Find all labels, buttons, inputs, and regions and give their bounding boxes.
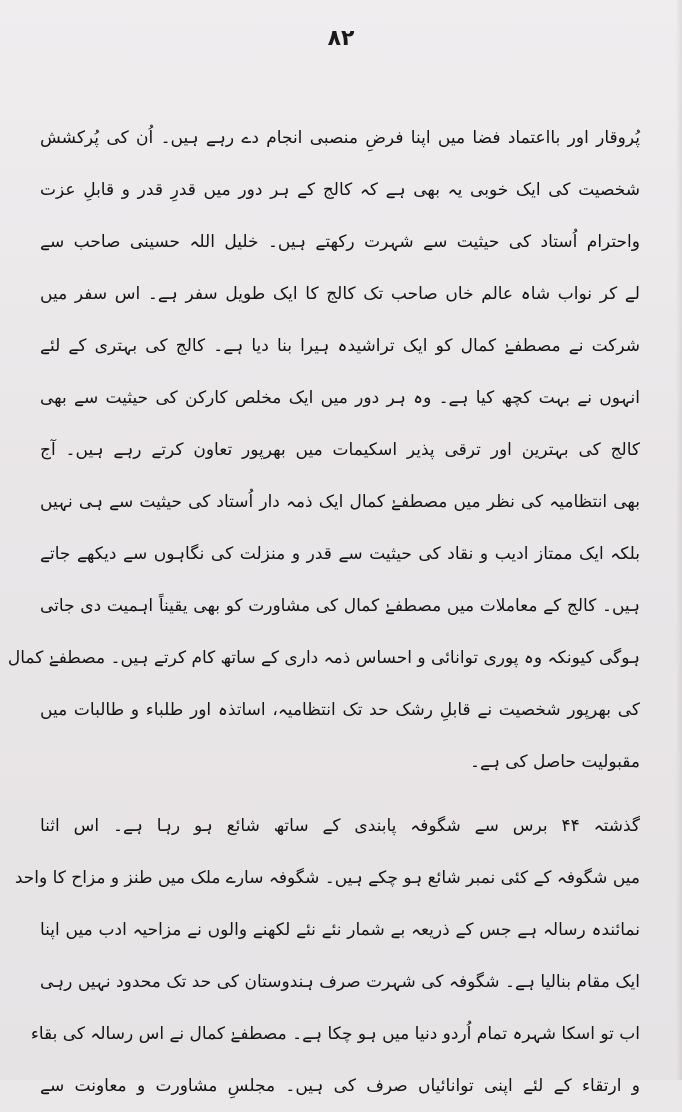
page-edge-shadow: [676, 0, 682, 1080]
text-line: ایک مقام بنالیا ہے۔ شگوفہ کی شہرت صرف ہندوستان کی حد تک محدود نہیں رہی: [40, 972, 640, 992]
text-line: لے کر نواب شاہ عالم خاں صاحب تک کالج کا ایک طویل سفر ہے۔ اس سفر میں: [40, 284, 640, 304]
text-line: بلکہ ایک ممتاز ادیب و نقاد کی حیثیت سے قدر و منزلت کی نگاہوں سے دیکھے جاتے: [40, 544, 640, 564]
text-line: بھی انتظامیہ کی نظر میں مصطفےٰ کمال ایک ذمہ دار اُستاد کی حیثیت سے ہی نہیں: [40, 492, 640, 512]
text-line: گذشتہ ۴۴ برس سے شگوفہ پابندی کے ساتھ شائع ہو رہا ہے۔ اس اثنا: [40, 816, 640, 836]
text-line: شرکت نے مصطفےٰ کمال کو ایک تراشیدہ ہیرا بنا دیا ہے۔ کالج کی بہتری کے لئے: [40, 336, 640, 356]
text-line: مقبولیت حاصل کی ہے۔: [470, 752, 640, 772]
text-line: ہوگی کیونکہ وہ پوری توانائی و احساس ذمہ داری کے ساتھ کام کرتے ہیں۔ مصطفےٰ کمال: [7, 648, 640, 668]
text-line: میں شگوفہ کے کئی نمبر شائع ہو چکے ہیں۔ شگوفہ سارے ملک میں طنز و مزاح کا واحد: [14, 868, 640, 888]
text-line: کالج کی بہترین اور ترقی پذیر اسکیمات میں بھرپور تعاون کرتے رہے ہیں۔ آج: [40, 440, 640, 460]
text-line: واحترام اُستاد کی حیثیت سے شہرت رکھتے ہیں۔ خلیل اللہ حسینی صاحب سے: [40, 232, 640, 252]
body-text: [7, 112, 640, 1112]
text-line: کی بھرپور شخصیت نے قابلِ رشک حد تک انتظامیہ، اساتذہ اور طلباء و طالبات میں: [40, 700, 640, 720]
paragraph-gap: [40, 788, 640, 800]
text-line: انہوں نے بہت کچھ کیا ہے۔ وہ ہر دور میں ایک مخلص کارکن کی حیثیت سے بھی: [40, 388, 640, 408]
text-line: پُروقار اور بااعتماد فضا میں اپنا فرضِ منصبی انجام دے رہے ہیں۔ اُن کی پُرکشش: [40, 128, 640, 148]
text-line: شخصیت کی ایک خوبی یہ بھی ہے کہ کالج کے ہر دور میں قدرِ قدر و قابلِ عزت: [40, 180, 640, 200]
text-line: نمائندہ رسالہ ہے جس کے ذریعہ بے شمار نئے نئے لکھنے والوں نے مزاحیہ ادب میں اپنا: [40, 920, 640, 940]
page-number: ۸۲: [327, 26, 355, 51]
text-line: اب تو اسکا شہرہ تمام اُردو دنیا میں ہو چکا ہے۔ مصطفےٰ کمال نے اس رسالہ کی بقاء: [30, 1024, 640, 1044]
text-line: ہیں۔ کالج کے معاملات میں مصطفےٰ کمال کی مشاورت کو بھی یقیناً اہمیت دی جاتی: [40, 596, 640, 616]
text-line: و ارتقاء کے لئے اپنی توانائیاں صرف کی ہیں۔ مجلسِ مشاورت و معاونت سے: [40, 1076, 640, 1096]
